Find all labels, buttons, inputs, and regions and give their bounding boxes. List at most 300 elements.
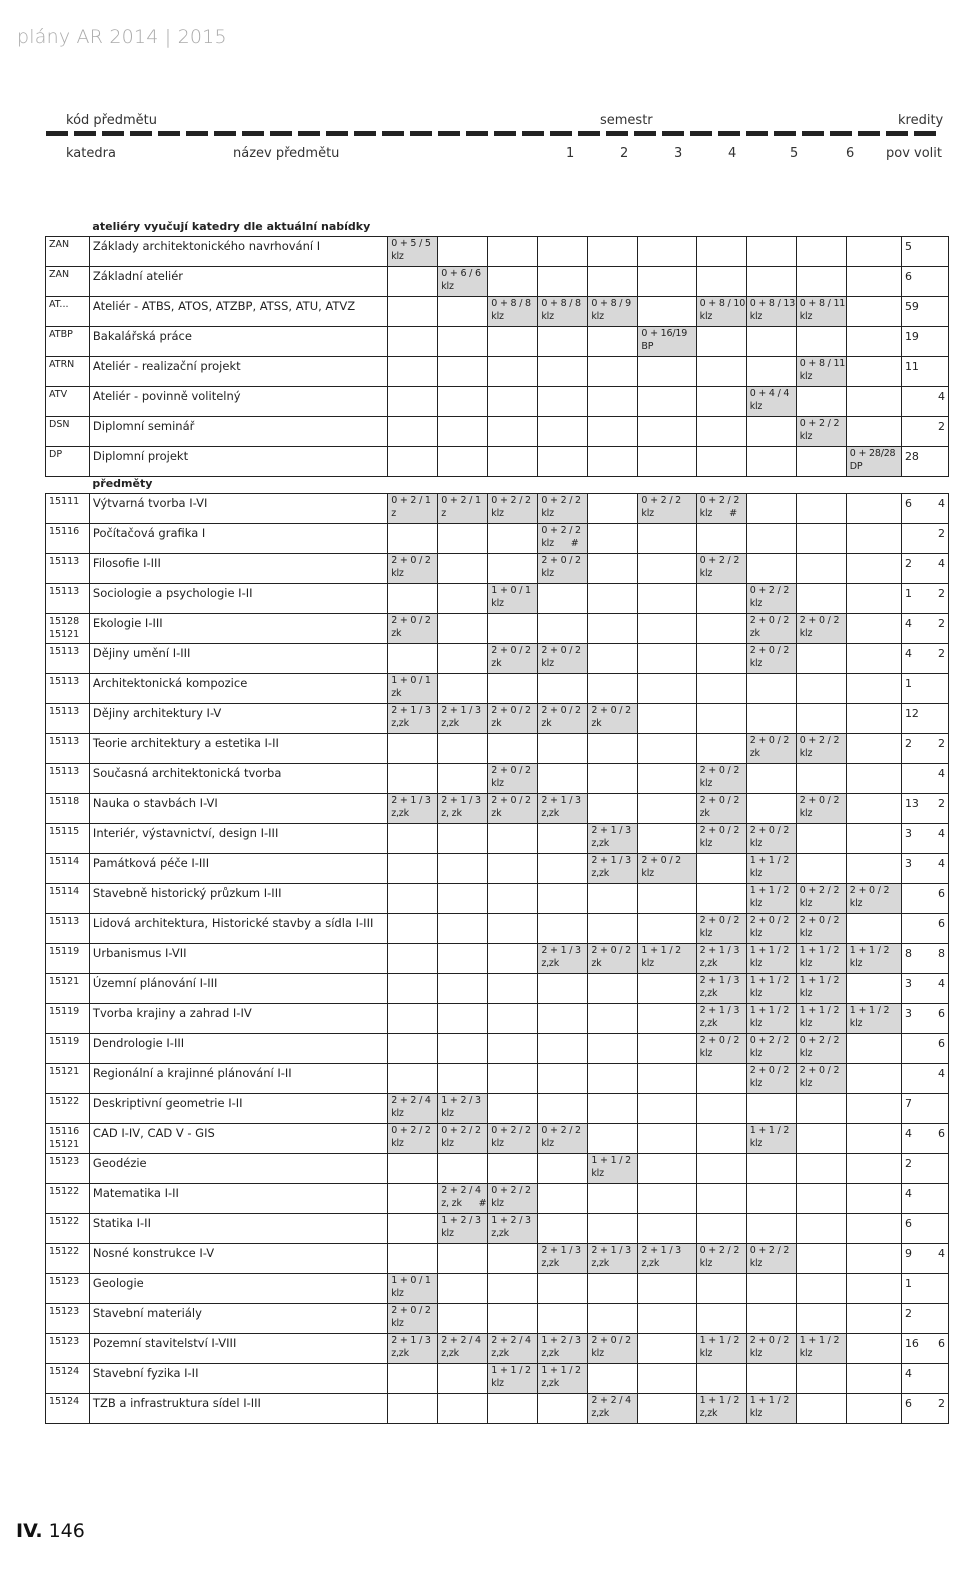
credits-mandatory: 6 xyxy=(904,497,912,510)
course-code: 15114 xyxy=(46,854,90,884)
course-name: Matematika I-II xyxy=(89,1184,387,1214)
credits-elective: 4 xyxy=(938,827,945,840)
credits-mandatory: 3 xyxy=(904,1007,912,1020)
semester-cell xyxy=(796,974,846,1004)
table-row xyxy=(46,1394,949,1424)
semester-cell xyxy=(388,1274,438,1304)
course-code: 15113 xyxy=(46,584,90,614)
semester-cell xyxy=(796,1124,846,1154)
semester-cell xyxy=(638,1094,696,1124)
credits-mandatory: 19 xyxy=(904,330,919,343)
assessment-type: klz xyxy=(391,1317,404,1329)
semester-cell xyxy=(846,764,901,794)
table-row xyxy=(46,884,949,914)
course-name: Tvorba krajiny a zahrad I-IV xyxy=(89,1004,387,1034)
assessment-type: z,zk xyxy=(699,957,718,969)
semester-cell xyxy=(696,914,746,944)
assessment-type: zk xyxy=(491,657,502,669)
assessment-type: klz xyxy=(491,597,504,609)
hours-credits: 0 + 2 / 2 xyxy=(799,735,840,746)
semester-cell xyxy=(846,614,901,644)
hours-credits: 1 + 0 / 1 xyxy=(391,1275,431,1286)
credits-elective: 2 xyxy=(938,797,945,810)
semester-cell xyxy=(638,357,696,387)
semester-cell xyxy=(488,357,538,387)
semester-cell xyxy=(538,674,588,704)
semester-cell xyxy=(588,974,638,1004)
semester-cell xyxy=(696,447,746,477)
semester-cell xyxy=(538,524,588,554)
hours-credits: 1 + 1 / 2 xyxy=(491,1365,531,1376)
semester-cell xyxy=(588,1034,638,1064)
credits-cell xyxy=(901,884,948,914)
hours-credits: 0 + 2 / 1 xyxy=(391,495,431,506)
hours-credits: 0 + 2 / 2 xyxy=(391,1125,431,1136)
semester-cell xyxy=(588,387,638,417)
semester-cell xyxy=(846,1094,901,1124)
semester-cell xyxy=(796,764,846,794)
course-code: ATV xyxy=(46,387,90,417)
assessment-type: z,zk xyxy=(541,1347,560,1359)
hours-credits: 0 + 2 / 2 xyxy=(541,525,581,536)
course-name: Nauka o stavbách I-VI xyxy=(89,794,387,824)
credits-mandatory: 2 xyxy=(904,1157,912,1170)
semester-cell xyxy=(638,674,696,704)
hours-credits: 2 + 1 / 3 xyxy=(541,795,581,806)
semester-cell xyxy=(746,1004,796,1034)
semester-cell xyxy=(696,494,746,524)
course-name: Bakalářská práce xyxy=(89,327,387,357)
course-code: 15122 xyxy=(46,1094,90,1124)
course-code: DP xyxy=(46,447,90,477)
credits-elective: 8 xyxy=(938,947,945,960)
credits-cell xyxy=(901,1004,948,1034)
hours-credits: 2 + 1 / 3 xyxy=(699,975,740,986)
semester-cell xyxy=(488,554,538,584)
hours-credits: 1 + 2 / 3 xyxy=(541,1335,581,1346)
semester-cell xyxy=(438,764,488,794)
semester-cell xyxy=(438,1364,488,1394)
hours-credits: 0 + 8 / 9 xyxy=(591,298,631,309)
hours-credits: 0 + 4 / 4 xyxy=(749,388,790,399)
semester-cell xyxy=(638,327,696,357)
semester-cell xyxy=(388,447,438,477)
semester-cell xyxy=(638,704,696,734)
semester-cell xyxy=(388,1214,438,1244)
semester-cell xyxy=(438,1004,488,1034)
header-nazev: název předmětu xyxy=(233,146,340,161)
table-row xyxy=(46,824,949,854)
table-row xyxy=(46,704,949,734)
assessment-type: klz xyxy=(749,400,763,412)
credits-elective: 2 xyxy=(938,617,945,630)
course-code: 15123 xyxy=(46,1154,90,1184)
assessment-type: klz xyxy=(799,897,813,909)
semester-cell xyxy=(588,1214,638,1244)
semester-cell xyxy=(796,1034,846,1064)
semester-cell xyxy=(696,1184,746,1214)
assessment-type: klz xyxy=(491,1377,504,1389)
hours-credits: 2 + 1 / 3 xyxy=(441,705,481,716)
assessment-type: klz xyxy=(541,1137,554,1149)
table-row xyxy=(46,1184,949,1214)
table-row xyxy=(46,494,949,524)
assessment-type: zk xyxy=(391,627,402,639)
semester-cell xyxy=(746,644,796,674)
semester-cell xyxy=(588,447,638,477)
semester-cell xyxy=(696,524,746,554)
page-title: plány AR 2014 | 2015 xyxy=(17,26,227,48)
assessment-type: klz xyxy=(799,1077,813,1089)
semester-cell xyxy=(438,357,488,387)
hours-credits: 2 + 1 / 3 xyxy=(391,795,431,806)
assessment-type: klz xyxy=(591,1347,604,1359)
semester-cell xyxy=(746,614,796,644)
course-code: 15111 xyxy=(46,494,90,524)
assessment-type: zk xyxy=(749,627,760,639)
semester-cell xyxy=(746,387,796,417)
table-row xyxy=(46,944,949,974)
semester-cell xyxy=(846,824,901,854)
assessment-type: klz xyxy=(849,1017,863,1029)
credits-cell xyxy=(901,854,948,884)
semester-cell xyxy=(796,387,846,417)
semester-cell xyxy=(796,644,846,674)
curriculum-table xyxy=(45,220,949,1424)
semester-cell xyxy=(588,237,638,267)
semester-cell xyxy=(488,824,538,854)
semester-cell xyxy=(388,884,438,914)
assessment-type: klz xyxy=(541,657,554,669)
hours-credits: 1 + 1 / 2 xyxy=(749,855,790,866)
semester-cell xyxy=(696,554,746,584)
credits-mandatory: 28 xyxy=(904,450,919,463)
semester-cell xyxy=(538,974,588,1004)
semester-cell xyxy=(438,824,488,854)
credits-elective: 2 xyxy=(938,527,945,540)
assessment-type: DP xyxy=(849,460,863,472)
semester-cell xyxy=(588,1154,638,1184)
assessment-type: klz xyxy=(799,747,813,759)
semester-cell xyxy=(488,1064,538,1094)
semester-cell xyxy=(538,1154,588,1184)
semester-cell xyxy=(488,1184,538,1214)
semester-cell xyxy=(538,327,588,357)
semester-cell xyxy=(588,297,638,327)
hours-credits: 2 + 0 / 2 xyxy=(591,945,631,956)
course-name: Filosofie I-III xyxy=(89,554,387,584)
hours-credits: 2 + 1 / 3 xyxy=(391,1335,431,1346)
course-code: 15124 xyxy=(46,1394,90,1424)
semester-cell xyxy=(696,387,746,417)
assessment-type: klz xyxy=(799,1347,813,1359)
course-name: Sociologie a psychologie I-II xyxy=(89,584,387,614)
semester-cell xyxy=(388,1034,438,1064)
course-name: Územní plánování I-III xyxy=(89,974,387,1004)
table-row xyxy=(46,1364,949,1394)
hours-credits: 1 + 1 / 2 xyxy=(849,945,890,956)
semester-cell xyxy=(796,614,846,644)
header-pov: pov xyxy=(886,146,910,161)
course-name: Stavebně historický průzkum I-III xyxy=(89,884,387,914)
semester-cell xyxy=(588,944,638,974)
course-code: 15113 xyxy=(46,734,90,764)
semester-cell xyxy=(638,1244,696,1274)
semester-cell xyxy=(538,614,588,644)
semester-cell xyxy=(388,944,438,974)
assessment-type: klz xyxy=(441,1137,454,1149)
assessment-type: zk xyxy=(591,957,602,969)
credits-cell xyxy=(901,237,948,267)
semester-cell xyxy=(538,1184,588,1214)
table-row xyxy=(46,764,949,794)
hours-credits: 2 + 0 / 2 xyxy=(591,1335,631,1346)
credits-cell xyxy=(901,1214,948,1244)
hours-credits: 0 + 2 / 2 xyxy=(799,1035,840,1046)
semester-cell xyxy=(588,584,638,614)
semester-cell xyxy=(638,614,696,644)
table-row xyxy=(46,914,949,944)
hours-credits: 0 + 2 / 2 xyxy=(699,495,740,506)
course-name: Pozemní stavitelství I-VIII xyxy=(89,1334,387,1364)
assessment-type: klz xyxy=(699,837,713,849)
course-code: ZAN xyxy=(46,267,90,297)
hours-credits: 1 + 1 / 2 xyxy=(849,1005,890,1016)
course-name: Teorie architektury a estetika I-II xyxy=(89,734,387,764)
semester-cell xyxy=(638,1274,696,1304)
assessment-type: klz xyxy=(699,567,713,579)
semester-cell xyxy=(846,854,901,884)
semester-cell xyxy=(796,524,846,554)
semester-cell xyxy=(696,764,746,794)
assessment-type: zk xyxy=(491,807,502,819)
assessment-type: klz xyxy=(749,1047,763,1059)
credits-cell xyxy=(901,944,948,974)
semester-cell xyxy=(746,1034,796,1064)
hours-credits: 1 + 1 / 2 xyxy=(749,1005,790,1016)
header-sem-4: 4 xyxy=(728,146,737,161)
semester-cell xyxy=(588,1064,638,1094)
semester-cell xyxy=(846,327,901,357)
semester-cell xyxy=(388,327,438,357)
semester-cell xyxy=(438,237,488,267)
semester-cell xyxy=(438,974,488,1004)
header-semestr: semestr xyxy=(600,113,653,128)
semester-cell xyxy=(638,1304,696,1334)
semester-cell xyxy=(438,417,488,447)
semester-cell xyxy=(638,1184,696,1214)
semester-cell xyxy=(438,387,488,417)
assessment-type: z,zk xyxy=(441,717,459,729)
hours-credits: 2 + 2 / 4 xyxy=(441,1335,481,1346)
table-row xyxy=(46,1154,949,1184)
assessment-type: z,zk xyxy=(699,1407,718,1419)
semester-cell xyxy=(746,297,796,327)
semester-cell xyxy=(696,584,746,614)
semester-cell xyxy=(746,1364,796,1394)
semester-cell xyxy=(638,1394,696,1424)
semester-cell xyxy=(488,1364,538,1394)
course-code: 15115 xyxy=(46,824,90,854)
semester-cell xyxy=(846,674,901,704)
semester-cell xyxy=(438,1034,488,1064)
assessment-type: zk xyxy=(541,717,552,729)
semester-cell xyxy=(746,1304,796,1334)
semester-cell xyxy=(538,764,588,794)
header-sem-2: 2 xyxy=(620,146,629,161)
credits-mandatory: 12 xyxy=(904,707,919,720)
credits-cell xyxy=(901,524,948,554)
semester-cell xyxy=(588,884,638,914)
semester-cell xyxy=(746,1394,796,1424)
semester-cell xyxy=(638,1364,696,1394)
semester-cell xyxy=(588,1364,638,1394)
semester-cell xyxy=(746,914,796,944)
hours-credits: 2 + 1 / 3 xyxy=(699,1005,740,1016)
semester-cell xyxy=(796,884,846,914)
credits-cell xyxy=(901,584,948,614)
semester-cell xyxy=(796,584,846,614)
assessment-type: klz xyxy=(491,1137,504,1149)
assessment-type: z,zk xyxy=(541,957,560,969)
semester-cell xyxy=(438,884,488,914)
credits-mandatory: 1 xyxy=(904,677,912,690)
semester-cell xyxy=(388,524,438,554)
credits-cell xyxy=(901,267,948,297)
course-name: Diplomní projekt xyxy=(89,447,387,477)
semester-cell xyxy=(388,1094,438,1124)
course-name: Regionální a krajinné plánování I-II xyxy=(89,1064,387,1094)
semester-cell xyxy=(588,1124,638,1154)
credits-elective: 2 xyxy=(938,420,945,433)
assessment-type: klz xyxy=(491,1197,504,1209)
semester-cell xyxy=(846,1214,901,1244)
course-code: 15128 15121 xyxy=(46,614,90,644)
hours-credits: 2 + 0 / 2 xyxy=(749,915,790,926)
semester-cell xyxy=(696,1214,746,1244)
hours-credits: 0 + 2 / 2 xyxy=(799,885,840,896)
semester-cell xyxy=(538,914,588,944)
credits-elective: 2 xyxy=(938,737,945,750)
credits-mandatory: 2 xyxy=(904,737,912,750)
semester-cell xyxy=(588,914,638,944)
course-code: 15122 xyxy=(46,1214,90,1244)
hours-credits: 0 + 8 / 11 xyxy=(799,298,846,309)
semester-cell xyxy=(488,297,538,327)
semester-cell xyxy=(588,1094,638,1124)
assessment-type: zk xyxy=(699,807,710,819)
hours-credits: 2 + 0 / 2 xyxy=(699,915,740,926)
hours-credits: 2 + 0 / 2 xyxy=(541,555,581,566)
assessment-type: zk xyxy=(749,747,760,759)
hours-credits: 0 + 2 / 2 xyxy=(699,1245,740,1256)
assessment-type: klz xyxy=(441,280,454,292)
assessment-type: klz xyxy=(799,957,813,969)
semester-cell xyxy=(638,387,696,417)
course-code: 15113 xyxy=(46,674,90,704)
credits-elective: 2 xyxy=(938,1397,945,1410)
semester-cell xyxy=(846,387,901,417)
semester-cell xyxy=(438,1184,488,1214)
semester-cell xyxy=(488,447,538,477)
semester-cell xyxy=(846,944,901,974)
credits-mandatory: 1 xyxy=(904,1277,912,1290)
semester-cell xyxy=(746,327,796,357)
semester-cell xyxy=(588,524,638,554)
hours-credits: 2 + 1 / 3 xyxy=(641,1245,681,1256)
assessment-type: klz xyxy=(749,927,763,939)
semester-cell xyxy=(488,704,538,734)
semester-cell xyxy=(796,494,846,524)
course-code: ZAN xyxy=(46,237,90,267)
credits-mandatory: 1 xyxy=(904,587,912,600)
semester-cell xyxy=(588,1394,638,1424)
semester-cell xyxy=(588,704,638,734)
course-code: 15113 xyxy=(46,704,90,734)
hours-credits: 0 + 2 / 2 xyxy=(491,1125,531,1136)
credits-cell xyxy=(901,914,948,944)
course-code: 15123 xyxy=(46,1274,90,1304)
hours-credits: 1 + 1 / 2 xyxy=(699,1395,740,1406)
hours-credits: 0 + 2 / 2 xyxy=(749,1245,790,1256)
course-code: AT... xyxy=(46,297,90,327)
semester-cell xyxy=(538,1394,588,1424)
predmety-section-title: předměty xyxy=(92,477,153,490)
semester-cell xyxy=(588,854,638,884)
course-code: 15113 xyxy=(46,764,90,794)
assessment-type: klz xyxy=(749,310,763,322)
semester-cell xyxy=(438,794,488,824)
assessment-type: z, zk # xyxy=(441,1197,487,1209)
semester-cell xyxy=(538,1364,588,1394)
credits-elective: 6 xyxy=(938,887,945,900)
semester-cell xyxy=(438,1244,488,1274)
assessment-type: klz xyxy=(799,370,813,382)
credits-mandatory: 2 xyxy=(904,557,912,570)
assessment-type: zk xyxy=(591,717,602,729)
course-name: Architektonická kompozice xyxy=(89,674,387,704)
semester-cell xyxy=(488,884,538,914)
semester-cell xyxy=(846,734,901,764)
table-row xyxy=(46,584,949,614)
semester-cell xyxy=(796,944,846,974)
semester-cell xyxy=(746,854,796,884)
header-volit: volit xyxy=(914,146,942,161)
semester-cell xyxy=(438,1124,488,1154)
semester-cell xyxy=(746,734,796,764)
course-name: Geodézie xyxy=(89,1154,387,1184)
semester-cell xyxy=(438,704,488,734)
hours-credits: 0 + 2 / 2 xyxy=(641,495,681,506)
semester-cell xyxy=(588,1244,638,1274)
semester-cell xyxy=(388,734,438,764)
semester-cell xyxy=(796,1214,846,1244)
semester-cell xyxy=(796,1364,846,1394)
hours-credits: 1 + 1 / 2 xyxy=(699,1335,740,1346)
semester-cell xyxy=(796,674,846,704)
semester-cell xyxy=(796,267,846,297)
table-row xyxy=(46,1274,949,1304)
credits-cell xyxy=(901,297,948,327)
semester-cell xyxy=(538,494,588,524)
semester-cell xyxy=(588,644,638,674)
semester-cell xyxy=(538,944,588,974)
hours-credits: 0 + 28/28 xyxy=(849,448,896,459)
hours-credits: 1 + 1 / 2 xyxy=(591,1155,631,1166)
semester-cell xyxy=(488,327,538,357)
semester-cell xyxy=(438,447,488,477)
semester-cell xyxy=(488,1304,538,1334)
